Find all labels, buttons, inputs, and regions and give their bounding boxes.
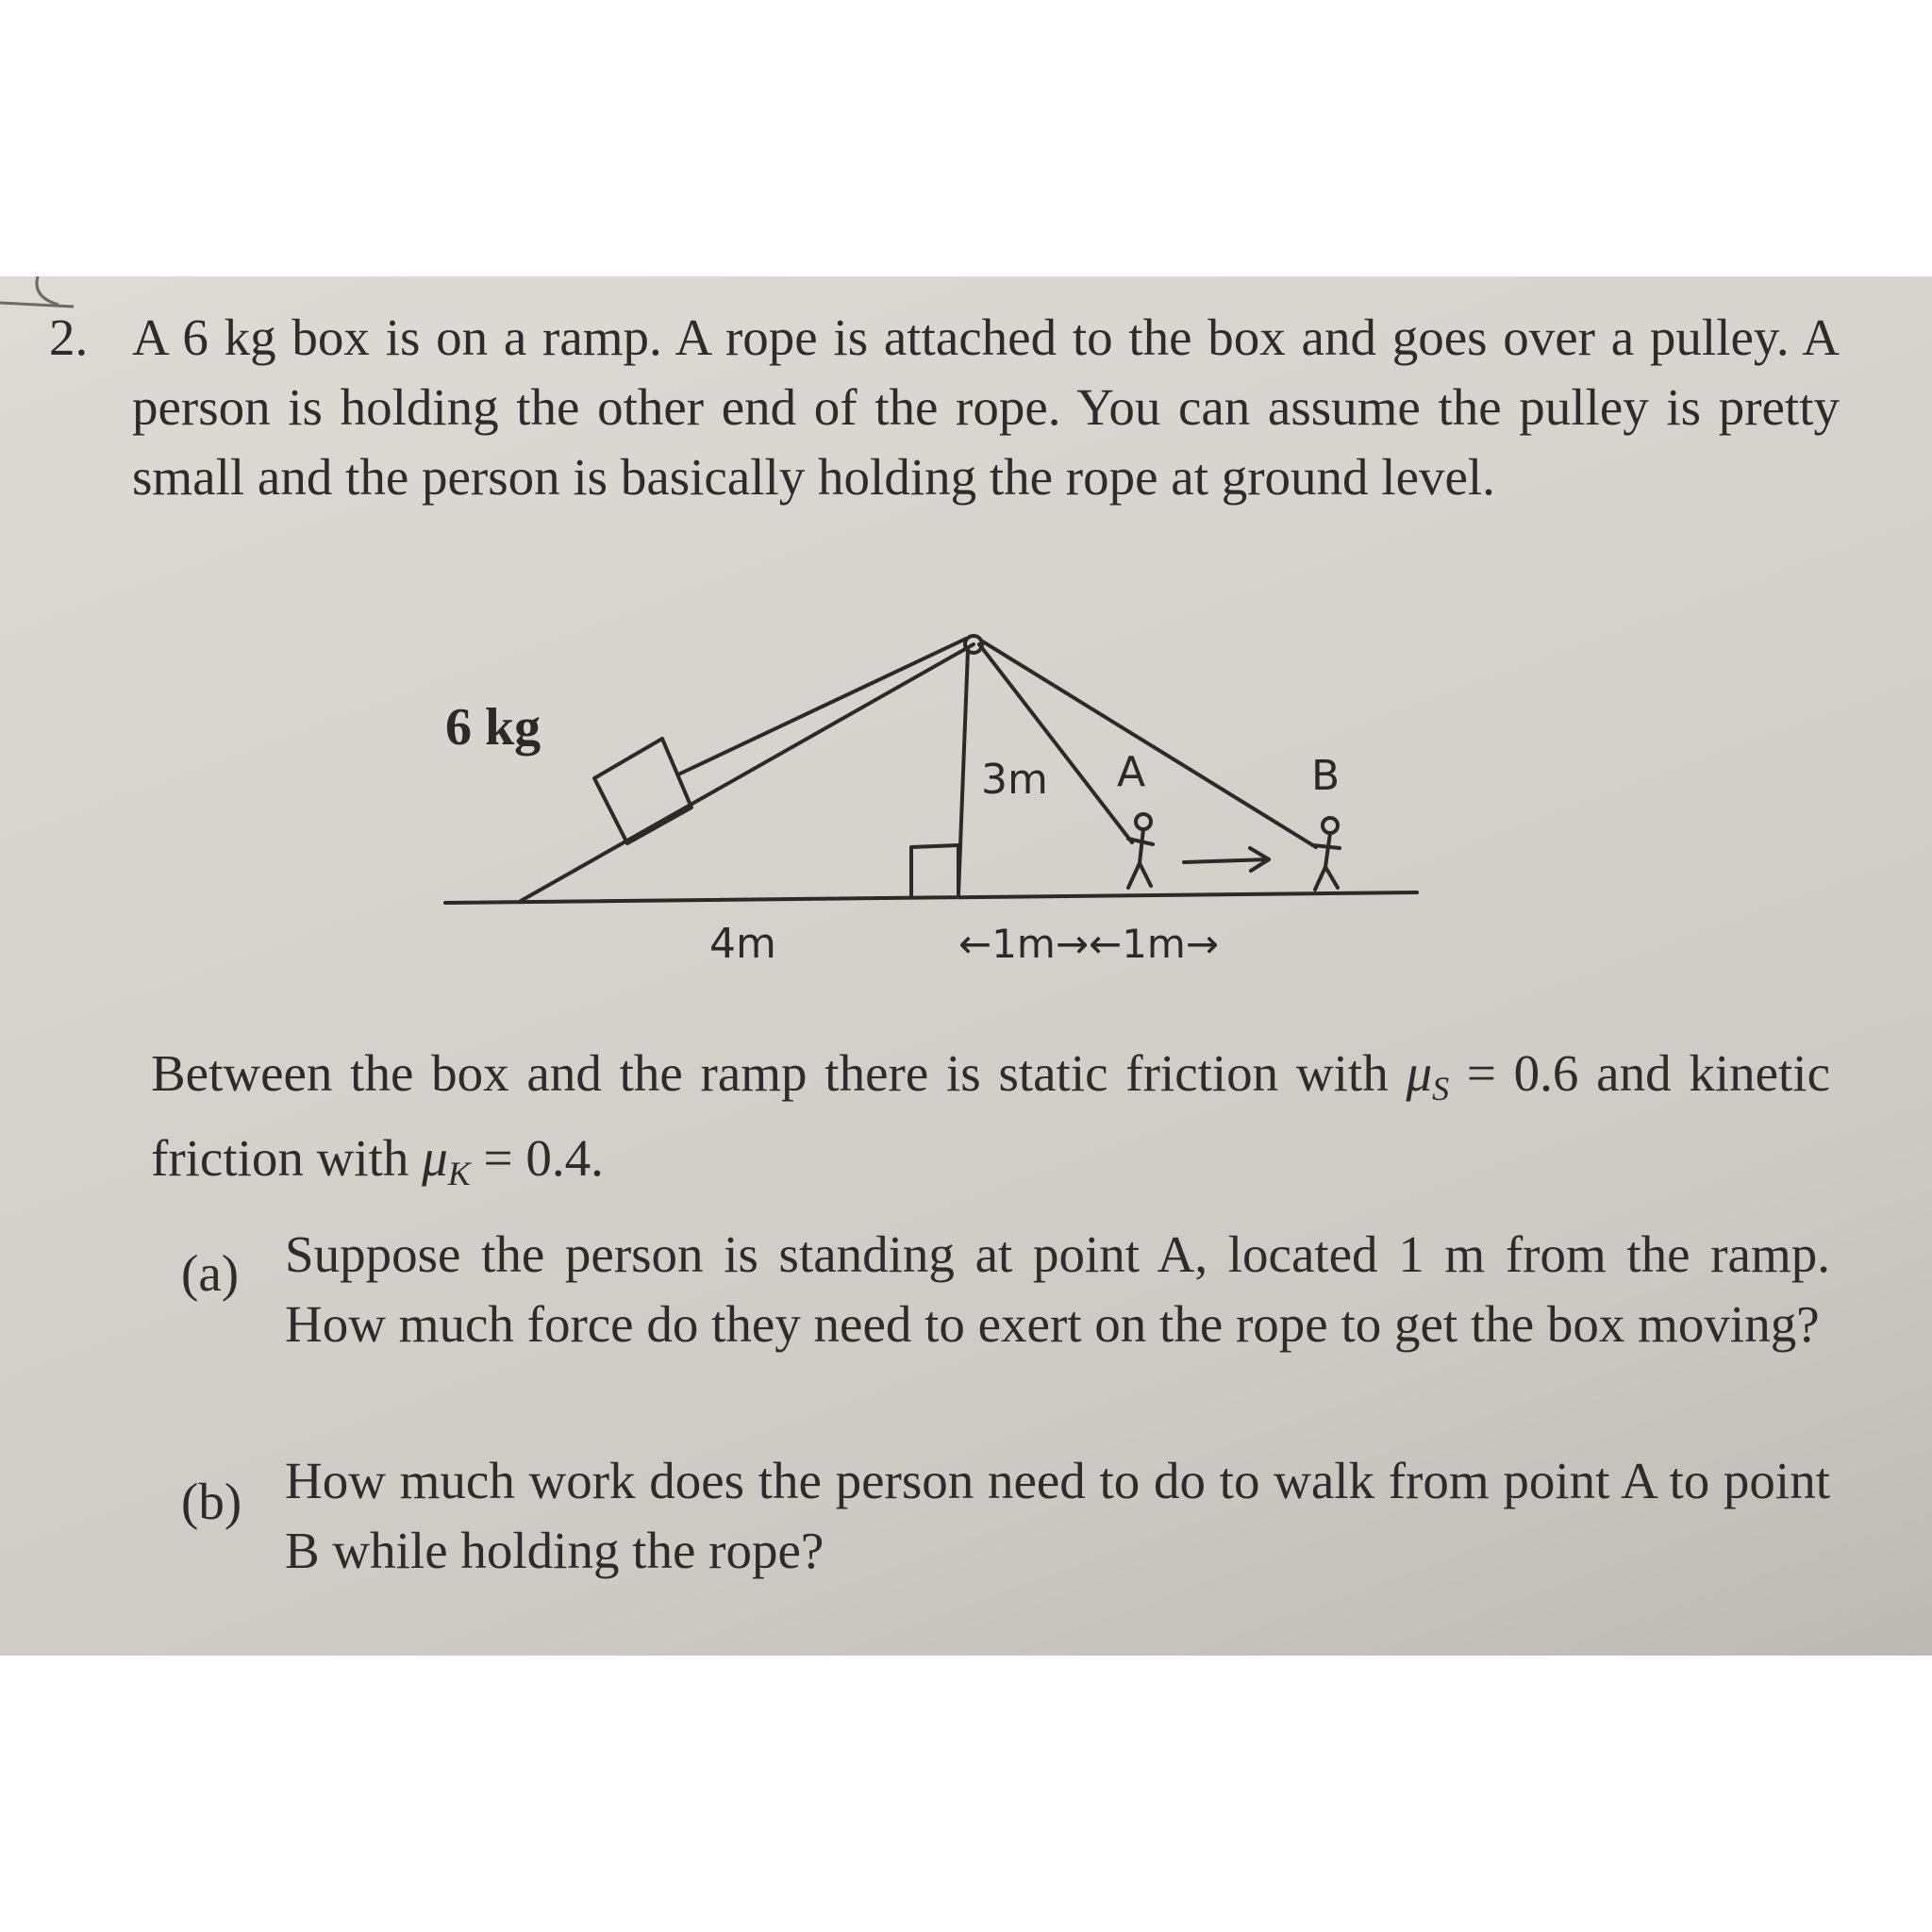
point-a-label: A [1117, 748, 1146, 796]
part-a-question: Suppose the person is standing at point A, located 1 m from the ramp. How much force do they need to exert on the rope to get the box moving? [285, 1225, 1830, 1353]
base-label: 4m [709, 920, 776, 968]
pencil-mark [0, 303, 74, 307]
friction-statement [151, 1039, 1830, 1208]
worksheet-page [0, 276, 1932, 1656]
friction-text-2: = 0.6 and kinetic friction with [151, 1044, 1830, 1187]
part-a-label: (a) [181, 1244, 240, 1302]
mu-s-subscript: S [1432, 1070, 1450, 1108]
friction-text-3: = 0.4. [470, 1129, 604, 1187]
point-b-label: B [1311, 752, 1341, 800]
box [594, 739, 691, 843]
mu-k-symbol: μ [422, 1129, 448, 1187]
ramp-surface [521, 644, 974, 901]
person-at-b-icon [1313, 818, 1340, 890]
part-b-label: (b) [181, 1473, 242, 1530]
mu-s-symbol: μ [1406, 1044, 1433, 1102]
walk-arrow-icon [1184, 848, 1269, 871]
problem-intro: A 6 kg box is on a ramp. A rope is attached to the box and goes over a pulley. A person is holding the other end of the rope. You can assume the pulley is pretty small and the person is basically holding the rope at ground level. [132, 308, 1840, 506]
part-b-question: How much work does the person need to do to walk from point A to point B while holding the rope? [285, 1452, 1830, 1579]
mass-label: 6 kg [445, 698, 541, 757]
rope-to-point-a [979, 644, 1132, 842]
right-angle-marker [911, 845, 958, 895]
pencil-mark-curve [37, 276, 58, 305]
height-label: 3m [981, 756, 1048, 804]
mu-k-subscript: K [447, 1155, 471, 1192]
person-at-a-icon [1128, 814, 1153, 888]
rope-to-pulley [678, 639, 966, 774]
friction-text-1: Between the box and the ramp there is static friction with [151, 1044, 1407, 1102]
problem-number: 2. [49, 308, 89, 366]
ground-line [445, 892, 1417, 903]
spacing-label: ←1m→←1m→ [958, 921, 1220, 967]
